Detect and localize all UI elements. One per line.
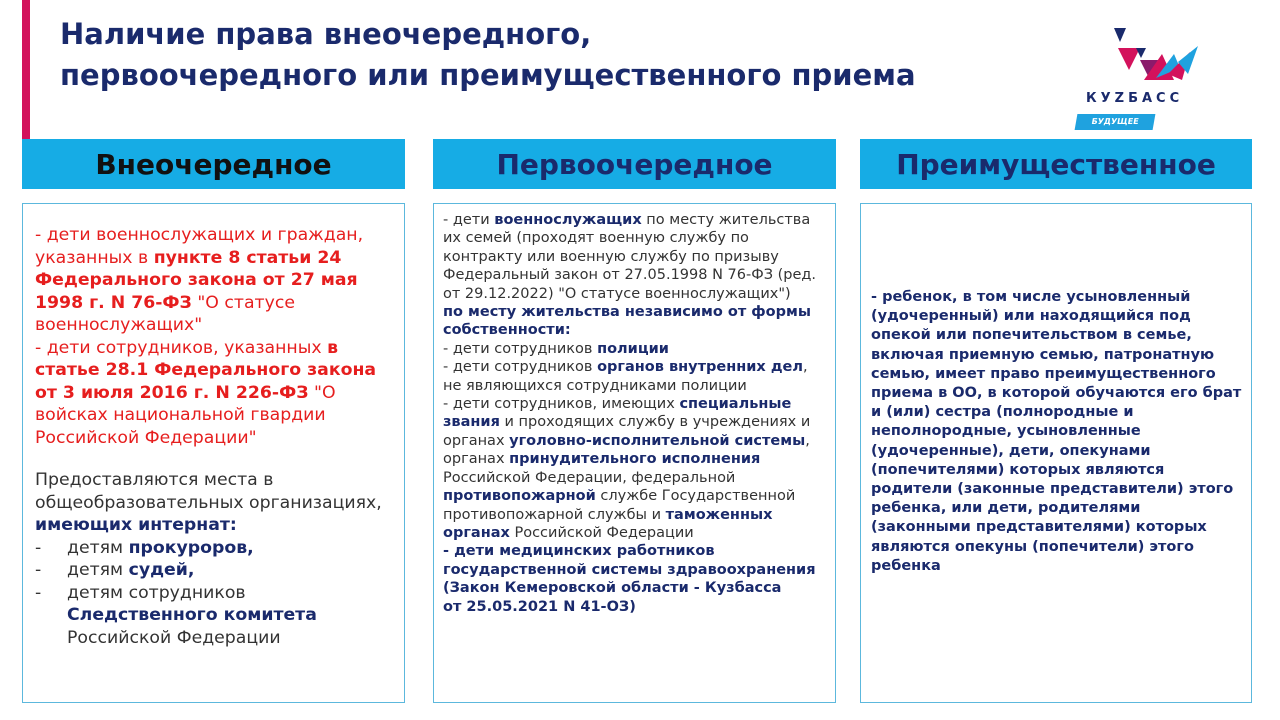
extraordinary-guard-children: - дети сотрудников, указанных в статье 28.1 Федерального закона от 3 июля 2016 г. N 226-ФЗ "О войсках национальной гвардии Российской Федерации" xyxy=(35,337,377,448)
column-extraordinary xyxy=(22,203,405,703)
priority-residence-note: по месту жительства независимо от формы собственности: xyxy=(443,304,811,339)
column-header-preferential: Преимущественное xyxy=(860,139,1252,189)
priority-medical-children: - дети медицинских работников государственной системы здравоохранения (Закон Кемеровской области - Кузбасса от 25.05.2021 N 41-ОЗ) xyxy=(443,543,816,615)
extraordinary-military-children: - дети военнослужащих и граждан, указанных в пункте 8 статьи 24 Федерального закона от 27 мая 1998 г. N 76-ФЗ "О статусе военнослужащих" xyxy=(35,225,364,335)
priority-military-children: - дети военнослужащих по месту жительства их семей (проходят военную службу по контракту или военную службу по призыву Федеральный закон от 27.05.1998 N 76-ФЗ (ред. от 29.12.2022) "О статусе военнослужащих") xyxy=(443,212,817,302)
title-line-1: Наличие права внеочередного, xyxy=(60,17,592,51)
priority-police-children: - дети сотрудников полиции xyxy=(443,340,669,357)
list-item-investigative-committee: - детям сотрудников Следственного комитета Российской Федерации xyxy=(35,582,317,648)
boarding-school-note: Предоставляются места в общеобразовательных организациях, имеющих интернат: xyxy=(35,470,382,535)
title-line-2: первоочередного или преимущественного приема xyxy=(60,58,916,92)
column-header-priority: Первоочередное xyxy=(433,139,836,189)
accent-bar xyxy=(22,0,30,140)
priority-special-ranks-children: - дети сотрудников, имеющих специальные звания и проходящих службу в учреждениях и органах уголовно-исполнительной системы, органах принудительного исполнения Российской Федерации, федеральной противопожарной службе Государственной противопожарной службы и таможенных органах Российской Федерации xyxy=(443,396,811,541)
column-preferential xyxy=(860,203,1252,703)
logo-tagline: БУДУЩЕЕ xyxy=(1075,114,1156,130)
list-item-prosecutors: - детям прокуроров, xyxy=(35,537,254,558)
column-header-extraordinary: Внеочередное xyxy=(22,139,405,189)
list-item-judges: - детям судей, xyxy=(35,560,195,580)
logo-wordmark: КУZБАСС xyxy=(1086,91,1184,106)
priority-internal-affairs-children: - дети сотрудников органов внутренних дел, не являющихся сотрудниками полиции xyxy=(443,359,808,394)
page-title xyxy=(60,14,1060,96)
preferential-text: - ребенок, в том числе усыновленный (удочеренный) или находящийся под опекой или попечительством в семье, включая приемную семью, патронатную семью, имеет право преимущественного приема в ОО, в которой обучаются его брат и (или) сестра (полнородные и неполнородные, усыновленные (удочеренные), дети, опекунами (попечителями) которых являются родители (законные представители) этого ребенка, или дети, родителями (законными представителями) которых являются опекуны (попечители) этого ребенка xyxy=(871,289,1242,574)
column-priority xyxy=(433,203,836,703)
